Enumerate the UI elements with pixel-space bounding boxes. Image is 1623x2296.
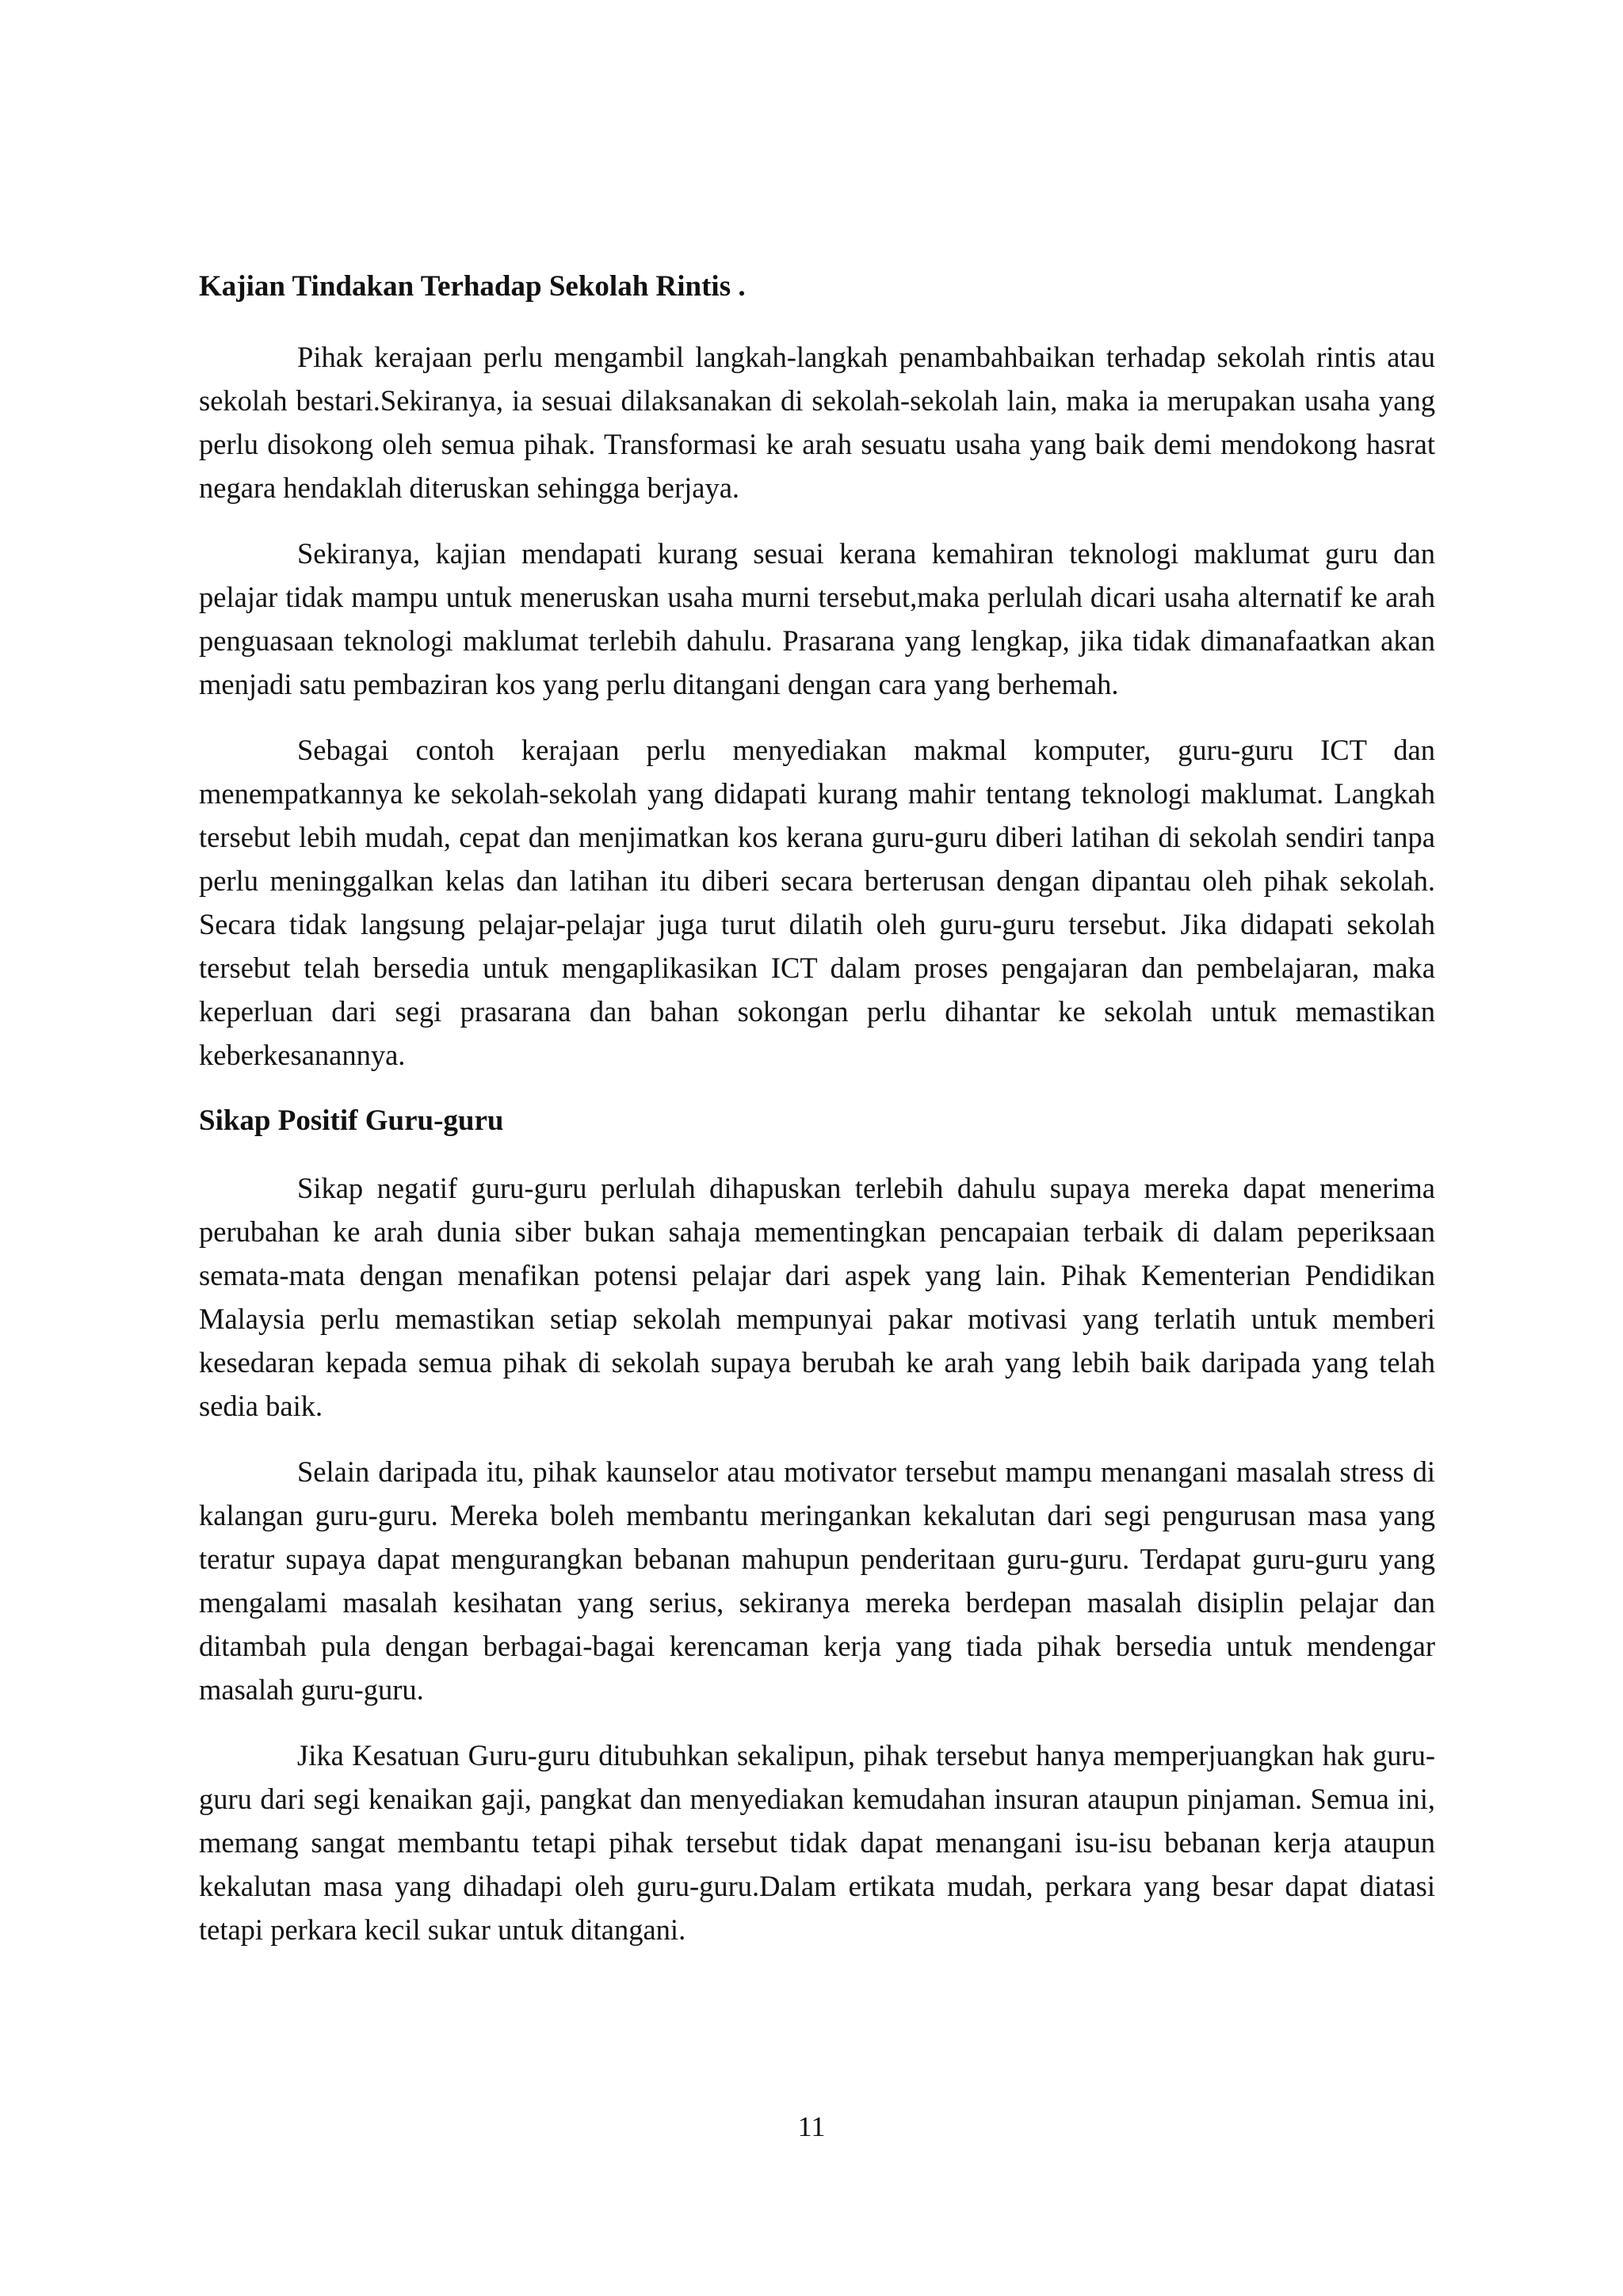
paragraph-kesatuan-guru: Jika Kesatuan Guru-guru ditubuhkan sekalipun, pihak tersebut hanya memperjuangkan hak guru-guru dari segi kenaikan gaji, pangkat dan menyediakan kemudahan insuran ataupun pinjaman. Semua ini, memang sangat membantu tetapi pihak tersebut tidak dapat menangani isu-isu bebanan kerja ataupun kekalutan masa yang dihadapi oleh guru-guru.Dalam ertikata mudah, perkara yang besar dapat diatasi tetapi perkara kecil sukar untuk ditangani.	[199, 1739, 1435, 1946]
paragraph-kemahiran-teknologi: Sekiranya, kajian mendapati kurang sesuai kerana kemahiran teknologi maklumat guru dan pelajar tidak mampu untuk meneruskan usaha murni tersebut,maka perlulah dicari usaha alternatif ke arah penguasaan teknologi maklumat terlebih dahulu. Prasarana yang lengkap, jika tidak dimanafaatkan akan menjadi satu pembaziran kos yang perlu ditangani dengan cara yang berhemah.	[199, 537, 1435, 700]
paragraph-sikap-negatif: Sikap negatif guru-guru perlulah dihapuskan terlebih dahulu supaya mereka dapat menerima perubahan ke arah dunia siber bukan sahaja mementingkan pencapaian terbaik di dalam peperiksaan semata-mata dengan menafikan potensi pelajar dari aspek yang lain. Pihak Kementerian Pendidikan Malaysia perlu memastikan setiap sekolah mempunyai pakar motivasi yang terlatih untuk memberi kesedaran kepada semua pihak di sekolah supaya berubah ke arah yang lebih baik daripada yang telah sedia baik.	[199, 1172, 1435, 1422]
page-number: 11	[797, 2111, 826, 2142]
paragraph-kaunselor: Selain daripada itu, pihak kaunselor atau motivator tersebut mampu menangani masalah stress di kalangan guru-guru. Mereka boleh membantu meringankan kekalutan dari segi pengurusan masa yang teratur supaya dapat mengurangkan bebanan mahupun penderitaan guru-guru. Terdapat guru-guru yang mengalami masalah kesihatan yang serius, sekiranya mereka berdepan masalah disiplin pelajar dan ditambah pula dengan berbagai-bagai kerencaman kerja yang tiada pihak bersedia untuk mendengar masalah guru-guru.	[199, 1455, 1435, 1706]
paragraph-penambahbaikan: Pihak kerajaan perlu mengambil langkah-langkah penambahbaikan terhadap sekolah rintis atau sekolah bestari.Sekiranya, ia sesuai dilaksanakan di sekolah-sekolah lain, maka ia merupakan usaha yang perlu disokong oleh semua pihak. Transformasi ke arah sesuatu usaha yang baik demi mendokong hasrat negara hendaklah diteruskan sehingga berjaya.	[199, 341, 1435, 504]
section-heading-sikap-positif: Sikap Positif Guru-guru	[199, 1104, 504, 1137]
page-content	[199, 265, 1435, 1974]
paragraph-makmal-komputer: Sebagai contoh kerajaan perlu menyediakan makmal komputer, guru-guru ICT dan menempatkannya ke sekolah-sekolah yang didapati kurang mahir tentang teknologi maklumat. Langkah tersebut lebih mudah, cepat dan menjimatkan kos kerana guru-guru diberi latihan di sekolah sendiri tanpa perlu meninggalkan kelas dan latihan itu diberi secara berterusan dengan dipantau oleh pihak sekolah. Secara tidak langsung pelajar-pelajar juga turut dilatih oleh guru-guru tersebut. Jika didapati sekolah tersebut telah bersedia untuk mengaplikasikan ICT dalam proses pengajaran dan pembelajaran, maka keperluan dari segi prasarana dan bahan sokongan perlu dihantar ke sekolah untuk memastikan keberkesanannya.	[199, 734, 1435, 1071]
section-heading-kajian-tindakan: Kajian Tindakan Terhadap Sekolah Rintis .	[199, 270, 746, 303]
